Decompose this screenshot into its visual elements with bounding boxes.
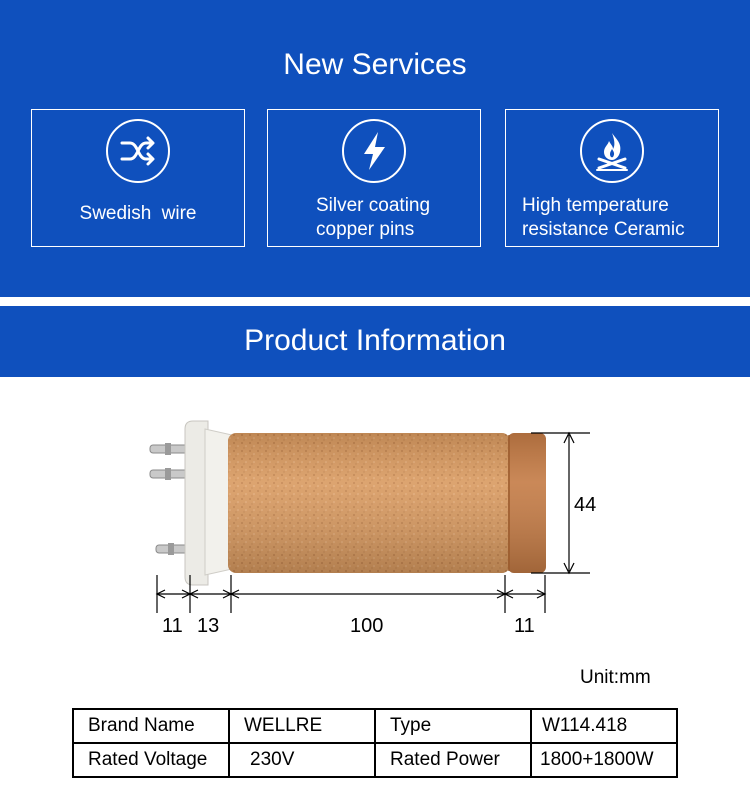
service-label-line-1: Silver coating (316, 195, 431, 216)
services-section (0, 0, 750, 297)
service-label-line-1: High temperature (522, 195, 669, 216)
dimension-label-flange: 13 (197, 615, 220, 637)
service-label-line-2: copper pins (316, 219, 415, 240)
services-title: New Services (283, 48, 467, 81)
heating-element-diagram (0, 377, 750, 647)
spec-value-voltage: 230V (229, 743, 375, 777)
spec-table (72, 708, 678, 778)
spec-label-type: Type (375, 709, 531, 743)
dimension-label-cap: 11 (514, 615, 535, 637)
service-card-silver-coating (267, 109, 481, 247)
spec-value-power: 1800+1800W (531, 743, 677, 777)
service-card-swedish-wire (31, 109, 245, 247)
product-info-header (0, 306, 750, 377)
spec-value-brand: WELLRE (229, 709, 375, 743)
shuffle-icon (106, 119, 170, 183)
spec-value-type: W114.418 (531, 709, 677, 743)
service-label-swedish-wire: Swedish wire (79, 203, 197, 224)
dimension-label-body: 100 (350, 615, 384, 637)
spec-label-brand: Brand Name (73, 709, 229, 743)
unit-label: Unit:mm (580, 667, 651, 688)
copper-pins (150, 443, 188, 555)
service-card-high-temperature (505, 109, 719, 247)
table-row (73, 709, 677, 743)
fire-icon (580, 119, 644, 183)
dimension-label-pin: 11 (162, 615, 183, 637)
product-drawing (0, 377, 750, 647)
spec-label-power: Rated Power (375, 743, 531, 777)
product-info-title: Product Information (244, 324, 506, 357)
dimension-label-height: 44 (574, 494, 597, 516)
length-dimension-lines (157, 575, 545, 613)
lightning-icon (342, 119, 406, 183)
table-row (73, 743, 677, 777)
service-label-line-2: resistance Ceramic (522, 219, 685, 240)
spec-label-voltage: Rated Voltage (73, 743, 229, 777)
